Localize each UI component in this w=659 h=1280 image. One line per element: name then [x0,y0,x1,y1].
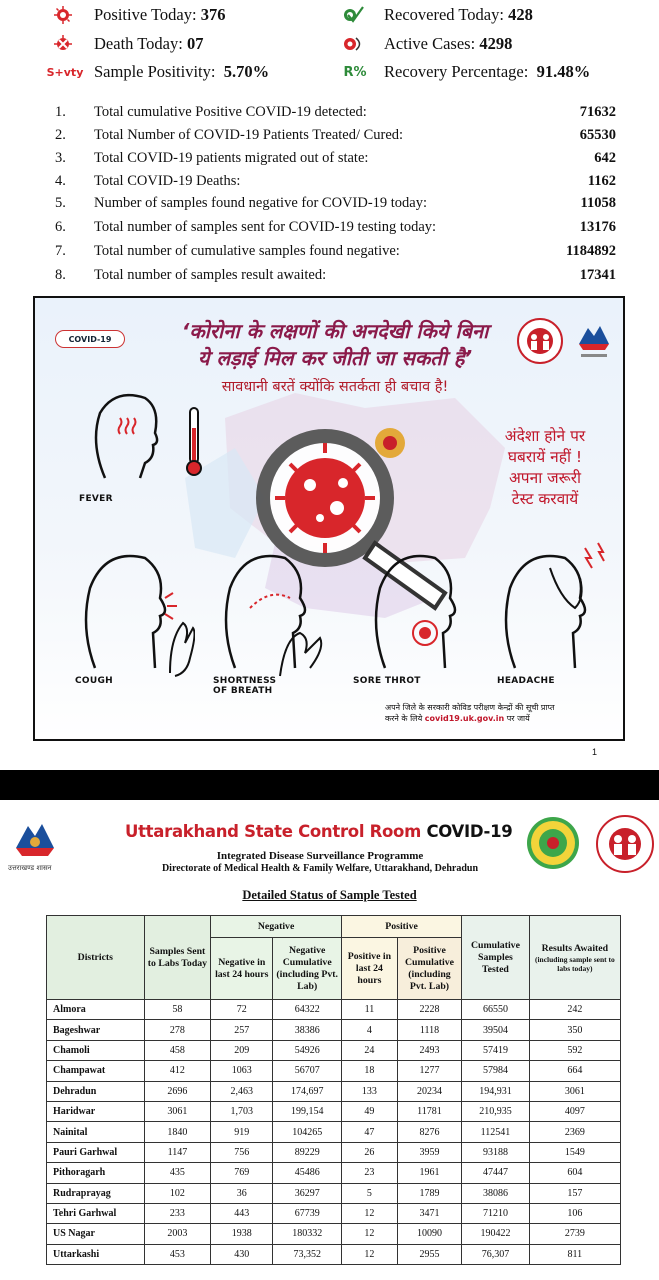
col-positive-24h: Positive in last 24 hours [342,938,398,1000]
table-cell: 1961 [397,1163,461,1183]
death-today [50,34,203,54]
table-cell: 8276 [397,1122,461,1142]
table-cell: 190422 [462,1224,530,1244]
summary-number: 6. [55,218,66,235]
table-cell: 72 [211,1000,273,1020]
sample-positivity [48,62,269,82]
positive-today-label: Positive Today: [94,5,197,24]
death-today-value: 07 [186,34,204,53]
table-cell: 435 [144,1163,211,1183]
table-cell: 756 [211,1142,273,1162]
shortness-line-1: SHORTNESS [213,676,277,686]
table-cell: 106 [529,1203,620,1223]
positive-today-value: 376 [200,5,226,24]
summary-number: 4. [55,172,66,189]
district-name-cell: Pauri Garhwal [47,1142,145,1162]
table-cell: 1063 [211,1061,273,1081]
recovered-today-value: 428 [508,5,533,24]
district-name-cell: US Nagar [47,1224,145,1244]
table-cell: 45486 [273,1163,342,1183]
table-cell: 3959 [397,1142,461,1162]
summary-row [0,215,659,239]
summary-value: 1162 [587,172,616,189]
table-cell: 12 [342,1224,398,1244]
table-cell: 133 [342,1081,398,1101]
cough-figure-icon [75,538,195,678]
table-cell: 443 [211,1203,273,1223]
covid-awareness-poster [33,296,625,741]
table-cell: 39504 [462,1020,530,1040]
bulletin-page-2 [0,800,659,1280]
table-cell: 56707 [273,1061,342,1081]
col-positive-cumulative: Positive Cumulative (including Pvt. Lab) [397,938,461,1000]
col-districts: Districts [47,916,145,1000]
advice-line: टेस्ट करवायें [511,490,579,508]
table-cell: 38386 [273,1020,342,1040]
summary-text: Total number of cumulative samples found negative: [94,242,400,259]
table-cell: 194,931 [462,1081,530,1101]
headline-line-2: ये लड़ाई मिल कर जीती जा सकती है’ [197,346,473,370]
govt-logo-caption: उत्तराखण्ड शासन [8,864,52,872]
table-cell: 242 [529,1000,620,1020]
recovered-today-label: Recovered Today: [384,5,504,24]
table-cell: 11781 [397,1101,461,1121]
uttarakhand-govt-emblem-icon [575,318,613,362]
table-cell: 2,463 [211,1081,273,1101]
table-cell: 257 [211,1020,273,1040]
positive-today [50,5,225,25]
district-name-cell: Bageshwar [47,1020,145,1040]
awaited-note: (including sample sent to labs today) [534,954,615,973]
table-cell: 3061 [529,1081,620,1101]
summary-number: 1. [55,103,66,120]
table-cell: 12 [342,1203,398,1223]
table-cell: 73,352 [273,1244,342,1264]
summary-value: 11058 [580,194,616,211]
table-group-header-row [47,916,621,938]
table-cell: 38086 [462,1183,530,1203]
table-row [47,1203,621,1223]
table-cell: 1147 [144,1142,211,1162]
summary-value: 17341 [579,266,616,283]
summary-row [0,100,659,124]
table-row [47,1244,621,1264]
summary-row [0,239,659,263]
page-divider [0,770,659,800]
summary-value: 642 [594,149,616,166]
table-cell: 18 [342,1061,398,1081]
district-name-cell: Nainital [47,1122,145,1142]
table-cell: 1118 [397,1020,461,1040]
table-cell: 811 [529,1244,620,1264]
table-cell: 2003 [144,1224,211,1244]
table-cell: 36 [211,1183,273,1203]
table-cell: 592 [529,1040,620,1060]
summary-value: 1184892 [566,242,616,259]
district-sample-status-table [46,915,621,1265]
table-cell: 430 [211,1244,273,1264]
table-cell: 54926 [273,1040,342,1060]
symptom-fever-label: FEVER [79,494,113,504]
table-cell: 199,154 [273,1101,342,1121]
table-title: Detailed Status of Sample Tested [242,888,417,902]
summary-text: Number of samples found negative for COVID-19 today: [94,194,428,211]
summary-text: Total cumulative Positive COVID-19 detected: [94,103,367,120]
shortness-line-2: OF BREATH [213,686,273,696]
summary-number: 3. [55,149,66,166]
table-cell: 24 [342,1040,398,1060]
advice-line: घबरायें नहीं ! [507,448,583,466]
col-cumulative-tested: Cumulative Samples Tested [462,916,530,1000]
col-samples-sent: Samples Sent to Labs Today [144,916,211,1000]
table-cell: 10090 [397,1224,461,1244]
table-cell: 26 [342,1142,398,1162]
table-row [47,1040,621,1060]
table-row [47,1142,621,1162]
district-name-cell: Almora [47,1000,145,1020]
table-cell: 1840 [144,1122,211,1142]
recovered-today [340,5,533,25]
recovery-percentage-label: Recovery Percentage: [384,62,529,81]
summary-row [0,169,659,193]
district-name-cell: Tehri Garhwal [47,1203,145,1223]
table-cell: 89229 [273,1142,342,1162]
recovered-icon [340,5,366,25]
table-cell: 1938 [211,1224,273,1244]
table-cell: 453 [144,1244,211,1264]
brand-covid-text: COVID-19 [426,822,513,841]
summary-text: Total COVID-19 patients migrated out of state: [94,149,369,166]
table-cell: 1549 [529,1142,620,1162]
recovery-percentage [342,62,590,82]
brand-title-text: Uttarakhand State Control Room [125,822,421,841]
table-cell: 604 [529,1163,620,1183]
covid-portal-link[interactable]: covid19.uk.gov.in [424,714,505,723]
table-cell: 57984 [462,1061,530,1081]
district-name-cell: Dehradun [47,1081,145,1101]
idsp-emblem-icon [527,817,579,869]
active-cases-value: 4298 [479,34,513,53]
district-name-cell: Uttarkashi [47,1244,145,1264]
active-cases [340,34,512,54]
active-cases-label: Active Cases: [384,34,476,53]
table-row [47,1000,621,1020]
table-cell: 104265 [273,1122,342,1142]
table-row [47,1183,621,1203]
footer-suffix: पर जायें [506,714,530,723]
death-virus-icon [50,34,76,54]
advice-text [480,426,610,510]
table-cell: 2493 [397,1040,461,1060]
sample-positivity-icon: S+vty [46,65,84,79]
table-cell: 458 [144,1040,211,1060]
footer-prefix: करने के लिये [385,714,423,723]
summary-text: Total COVID-19 Deaths: [94,172,241,189]
table-cell: 2369 [529,1122,620,1142]
table-cell: 12 [342,1244,398,1264]
summary-number: 7. [55,242,66,259]
symptom-cough-label: COUGH [75,676,113,686]
advice-line: अपना जरूरी [508,469,582,487]
poster-subheadline: सावधानी बरतें क्योंकि सतर्कता ही बचाव है! [221,379,449,395]
district-name-cell: Champawat [47,1061,145,1081]
headache-figure-icon [490,538,610,678]
table-cell: 23 [342,1163,398,1183]
directorate-subtitle: Directorate of Medical Health & Family Welfare, Uttarakhand, Dehradun [161,863,479,874]
table-row [47,1101,621,1121]
summary-value: 65530 [579,126,616,143]
table-cell: 49 [342,1101,398,1121]
fever-figure-icon [75,383,215,483]
national-health-mission-logo-icon [596,815,654,873]
symptom-sore-throat-label: SORE THROT [353,676,421,686]
table-cell: 3061 [144,1101,211,1121]
table-row [47,1122,621,1142]
table-cell: 36297 [273,1183,342,1203]
district-name-cell: Rudraprayag [47,1183,145,1203]
table-cell: 2739 [529,1224,620,1244]
table-cell: 71210 [462,1203,530,1223]
table-cell: 57419 [462,1040,530,1060]
group-positive: Positive [342,916,462,938]
table-row [47,1224,621,1244]
table-cell: 66550 [462,1000,530,1020]
summary-value: 13176 [579,218,616,235]
control-room-title [125,822,512,841]
summary-number: 2. [55,126,66,143]
table-cell: 769 [211,1163,273,1183]
death-today-label: Death Today: [94,34,183,53]
poster-footer [385,702,620,724]
table-body [47,1000,621,1265]
table-cell: 1789 [397,1183,461,1203]
summary-row [0,191,659,215]
group-negative: Negative [211,916,342,938]
recovery-percentage-icon: R% [343,64,367,80]
table-cell: 2696 [144,1081,211,1101]
district-name-cell: Chamoli [47,1040,145,1060]
table-cell: 112541 [462,1122,530,1142]
table-cell: 4097 [529,1101,620,1121]
covid19-logo: COVID-19 [55,330,125,348]
footer-line-2 [385,713,620,724]
summary-number: 5. [55,194,66,211]
table-cell: 67739 [273,1203,342,1223]
table-cell: 180332 [273,1224,342,1244]
table-cell: 3471 [397,1203,461,1223]
summary-row [0,263,659,287]
table-cell: 278 [144,1020,211,1040]
table-cell: 2228 [397,1000,461,1020]
table-row [47,1061,621,1081]
summary-row [0,146,659,170]
col-results-awaited [529,916,620,1000]
table-cell: 64322 [273,1000,342,1020]
table-row [47,1020,621,1040]
sore-throat-figure-icon [360,538,480,678]
table-cell: 47 [342,1122,398,1142]
table-cell: 93188 [462,1142,530,1162]
table-cell: 209 [211,1040,273,1060]
summary-value: 71632 [579,103,616,120]
summary-row [0,123,659,147]
table-cell: 11 [342,1000,398,1020]
table-cell: 58 [144,1000,211,1020]
symptom-headache-label: HEADACHE [497,676,555,686]
table-cell: 5 [342,1183,398,1203]
table-cell: 1,703 [211,1101,273,1121]
table-cell: 76,307 [462,1244,530,1264]
col-negative-cumulative: Negative Cumulative (including Pvt. Lab) [273,938,342,1000]
district-name-cell: Pithoragarh [47,1163,145,1183]
poster-headline [145,318,525,372]
sample-positivity-label: Sample Positivity: [94,62,216,81]
table-cell: 102 [144,1183,211,1203]
table-cell: 47447 [462,1163,530,1183]
shortness-of-breath-figure-icon [210,538,330,678]
virus-icon [50,5,76,25]
table-cell: 20234 [397,1081,461,1101]
page-number: 1 [592,747,598,757]
table-cell: 412 [144,1061,211,1081]
table-cell: 174,697 [273,1081,342,1101]
table-cell: 2955 [397,1244,461,1264]
table-row [47,1081,621,1101]
sample-positivity-value: 5.70% [223,62,270,81]
table-cell: 4 [342,1020,398,1040]
table-cell: 664 [529,1061,620,1081]
summary-text: Total number of samples result awaited: [94,266,327,283]
daily-stats [0,0,659,88]
table-row [47,1163,621,1183]
summary-text: Total number of samples sent for COVID-19 testing today: [94,218,437,235]
programme-subtitle: Integrated Disease Surveillance Programme [216,850,424,862]
health-mission-emblem-icon [517,318,563,364]
summary-number: 8. [55,266,66,283]
symptom-shortness-label [213,676,276,696]
advice-line: अंदेशा होने पर [504,427,586,445]
table-cell: 350 [529,1020,620,1040]
awaited-title: Results Awaited [541,942,609,954]
active-virus-icon [340,34,366,54]
summary-text: Total Number of COVID-19 Patients Treated/ Cured: [94,126,404,143]
table-cell: 210,935 [462,1101,530,1121]
recovery-percentage-value: 91.48% [536,62,591,81]
table-cell: 919 [211,1122,273,1142]
table-cell: 1277 [397,1061,461,1081]
col-negative-24h: Negative in last 24 hours [211,938,273,1000]
table-cell: 157 [529,1183,620,1203]
headline-line-1: ‘कोरोना के लक्षणों की अनदेखी किये बिना [181,319,489,343]
footer-line-1: अपने जिले के सरकारी कोविड परीक्षण केन्द्रों की सूची प्राप्त [385,703,555,712]
table-cell: 233 [144,1203,211,1223]
district-name-cell: Haridwar [47,1101,145,1121]
